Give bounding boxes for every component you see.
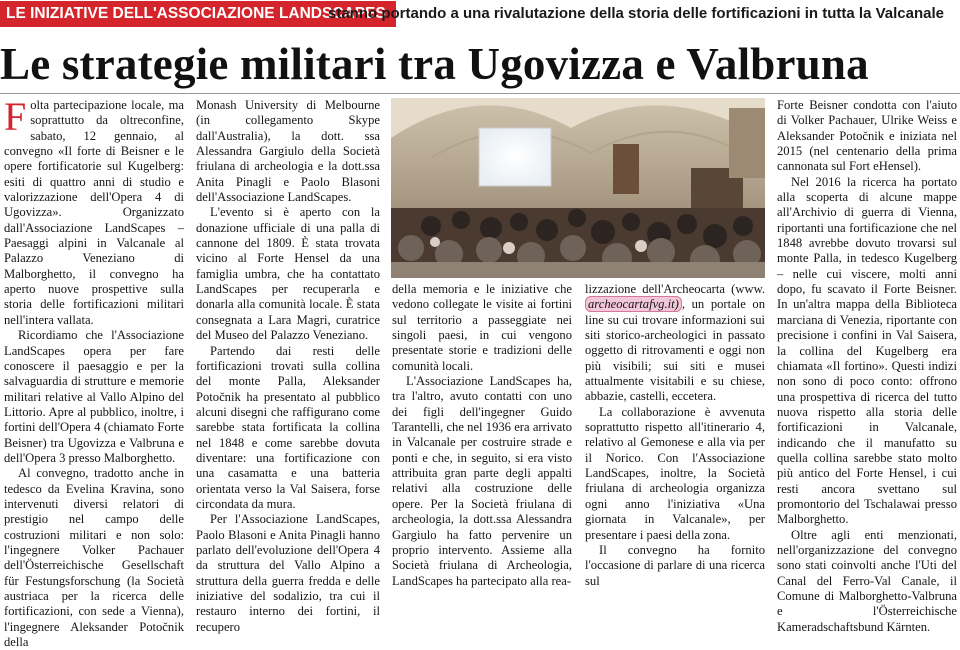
paragraph: L'evento si è aperto con la donazione ufficiale di una palla di cannone del 1809. È stata trovata vicino al Forte Hensel da una famiglia umbra, che ha contattato LandScapes per recuperarla e donarla alla comunità locale. È stata consegnata a Lara Magri, curatrice del Museo del Palazzo Veneziano.: [196, 205, 380, 343]
header-bar: [0, 0, 960, 32]
paragraph: La collaborazione è avvenuta soprattutto rispetto all'itinerario 4, relativo al Gemonese e alla via per il Norico. Con l'Associazione LandScapes, inoltre, la Società friulana di archeologia organizza ogni anno l'iniziativa «Una giornata in Valcanale», per presentare i paesi della zona.: [585, 404, 765, 542]
paragraph: Oltre agli enti menzionati, nell'organizzazione del convegno sono stati coinvolti anche l'Uti del Canal del Ferro-Val Canale, il Comune di Malborghetto-Valbruna e l'Österreichische Kameradschaftsbund Kärnten.: [777, 527, 957, 634]
archeocarta-link[interactable]: archeocartafvg.it): [585, 296, 682, 312]
article-column-3: [392, 282, 572, 588]
paragraph: Il convegno ha fornito l'occasione di parlare di una ricerca sul: [585, 542, 765, 588]
audience-photo: [391, 98, 765, 278]
article-column-1: [4, 94, 184, 650]
article-headline: Le strategie militari tra Ugovizza e Valbruna: [0, 39, 869, 89]
audience-photo-icon: [391, 98, 765, 278]
paragraph: L'Associazione LandScapes ha, tra l'altro, avuto contatti con uno dei figli dell'ingegner Guido Tarantelli, che nel 1936 era arrivato in Valcanale per costruire strade e ponti e che, in seguito, si era visto attribuita gran parte degli appalti relativi alla costruzione delle opere. Per la Società friulana di archeologia, la dott.ssa Alessandra Gargiulo ha fatto pervenire un proprio intervento. Assieme alla Società friulana di Archeologia, LandScapes ha partecipato alla rea-: [392, 374, 572, 588]
article-column-4: [585, 282, 765, 588]
paragraph: [585, 282, 765, 405]
paragraph: Partendo dai resti delle fortificazioni trovati sulla collina del monte Palla, Aleksander Potočnik ha presentato al pubblico alcuni disegni che raffigurano come sarebbe stata fortificata la collina nel 1848 e come sarebbe dovuta diventare: una fortificazione con una casamatta e una batteria orientata verso la Val Saisera, forse circondata da mura.: [196, 343, 380, 511]
paragraph: Forte Beisner condotta con l'aiuto di Volker Pachauer, Ulrike Weiss e Aleksander Potočnik e iniziata nel 2015 (nel centenario della prima cannonata sul Fort eHensel).: [777, 98, 957, 174]
paragraph-text: lizzazione dell'Archeocarta (www.: [585, 282, 765, 296]
paragraph-text: , un portale on line su cui trovare informazioni sui siti storico-archeologici in passato oggetto di ritrovamenti e oggi non più visibili; sui siti e musei attualmente visitabili e su chiese, abbazie, castelli, eccetera.: [585, 297, 765, 404]
paragraph: Nel 2016 la ricerca ha portato alla scoperta di alcune mappe all'Archivio di guerra di Vienna, riportanti una fortificazione che nel 1848 avrebbe dovuto trovarsi sul monte Palla, in tedesco Kugelberg – nelle cui viscere, molti anni dopo, fu scavato il Forte Beisner. In un'altra mappa della Biblioteca marciana di Venezia, riportante con precisione i confini in Val Saisera, la collina del Kugelberg era chiamata «Il fortino». Questi indizi non sono di poco conto: offrono una prospettiva di ricerca del tutto nuova rispetto alla storia delle fortificazioni in Valcanale, indicando che il manufatto su quella collina sarebbe stato molto più antico del Forte Hensel, i cui resti ancora svettano sul promontorio del Tschalawai presso Malborghetto.: [777, 174, 957, 527]
paragraph-text: olta partecipazione locale, ma soprattutto da oltreconfine, sabato, 12 gennaio, al convegno «Il forte di Beisner e le opere fortificatorie sul Kugelberg: esiti di quattro anni di studio e valorizzazione dell'Opera 4 di Ugovizza». Organizzato dall'Associazione LandScapes – Paesaggi alpini in Valcanale al Palazzo Veneziano di Malborghetto, il convegno ha aperto nuove prospettive sulla storia delle fortificazioni militari nell'intera vallata.: [4, 98, 184, 327]
article-column-5: [777, 98, 957, 634]
section-kicker: LE INIZIATIVE DELL'ASSOCIAZIONE LANDSCAPES: [0, 1, 396, 27]
paragraph: Per l'Associazione LandScapes, Paolo Blasoni e Anita Pinagli hanno parlato dell'evoluzione dell'Opera 4 da struttura del Vallo Alpino a struttura della guerra fredda e delle iniziative del sodalizio, tra cui il restauro interno dei fortini, il recupero: [196, 512, 380, 634]
paragraph: [4, 94, 184, 328]
paragraph: della memoria e le iniziative che vedono collegate le visite ai fortini sul territorio a passeggiate nei singoli paesi, in cui vengono presentate storie e tradizioni delle comunità locali.: [392, 282, 572, 373]
dropcap: F: [4, 94, 27, 139]
divider: [0, 93, 960, 94]
paragraph: Ricordiamo che l'Associazione LandScapes opera per fare conoscere il paesaggio e per la salvaguardia di strutture e memorie militari relative al Vallo Alpino del Littorio. Apre al pubblico, inoltre, i fortini dell'Opera 4 (chiamato Forte Beisner) tra Ugovizza e Valbruna e dell'Opera 3 presso Malborghetto.: [4, 328, 184, 465]
paragraph: Al convegno, tradotto anche in tedesco da Evelina Kravina, sono intervenuti diversi relatori di prestigio nel campo delle costruzioni militari e non solo: l'ingegnere Volker Pachauer dell'Österreichische Gesellschaft für Festungsforschung (la Società austriaca per la ricerca delle fortificazioni, con sede a Vienna), l'ingegnere Aleksander Potočnik della: [4, 466, 184, 650]
paragraph: Monash University di Melbourne (in collegamento Skype dall'Australia), la dott. ssa Alessandra Gargiulo della Società friulana di archeologia e la dott.ssa Anita Pinagli e Paolo Blasoni dell'Associazione LandScapes.: [196, 98, 380, 205]
subheadline: stanno portando a una rivalutazione della storia delle fortificazioni in tutta la Valcanale: [328, 5, 944, 22]
article-column-2: [196, 98, 380, 634]
